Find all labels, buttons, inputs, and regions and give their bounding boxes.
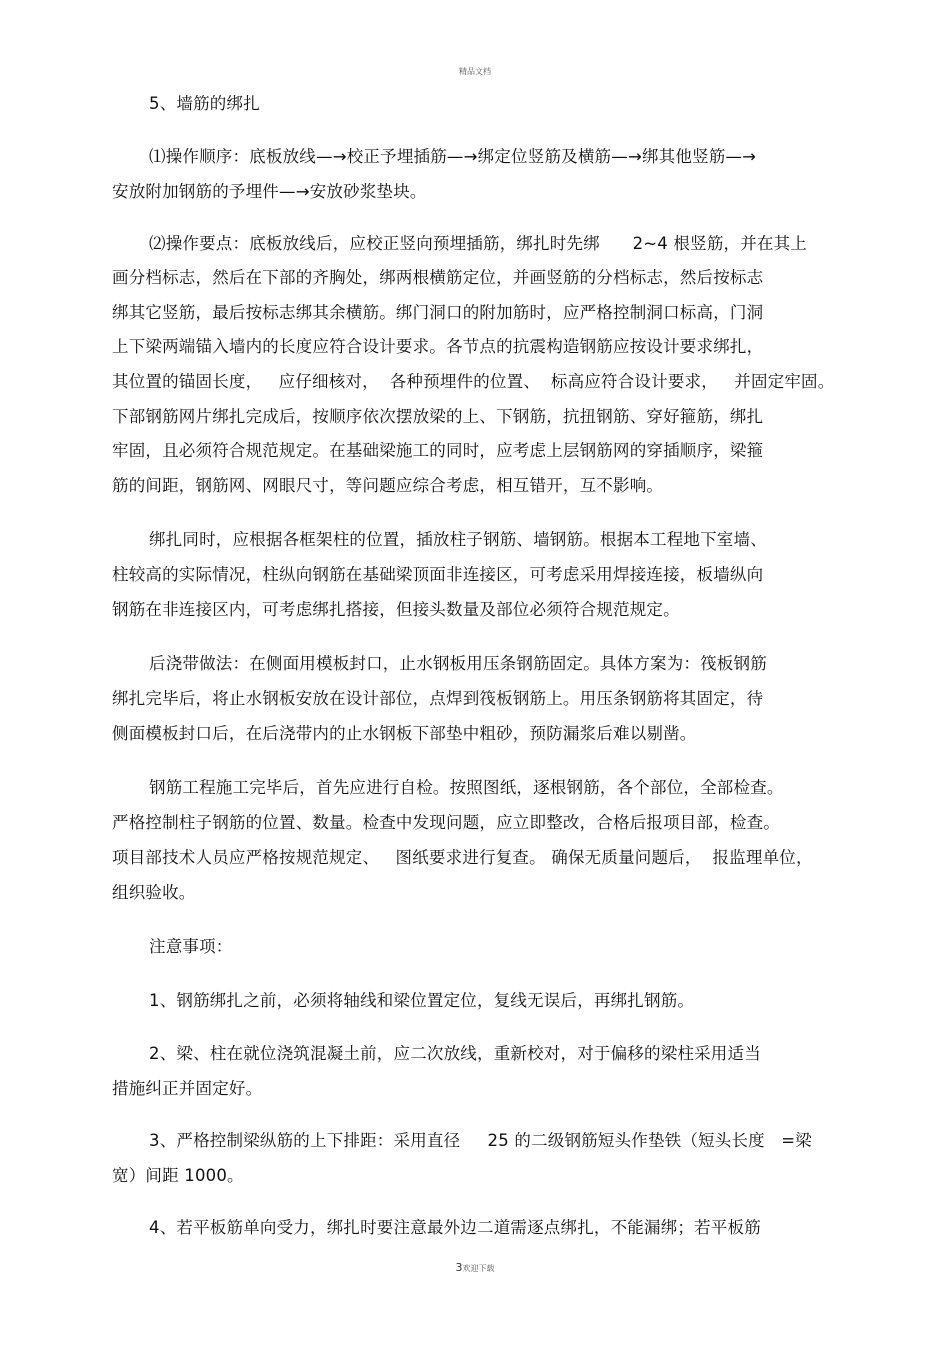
header-text: 精品文档: [459, 67, 491, 76]
text-line: 严格控制柱子钢筋的位置、数量。检查中发现问题，应立即整改，合格后报项目部，检查。: [112, 813, 780, 832]
text-line: 3、严格控制梁纵筋的上下排距：采用直径 25 的二级钢筋短头作垫铁（短头长度 =梁: [149, 1131, 812, 1150]
text-line: 其位置的锚固长度， 应仔细核对， 各种预埋件的位置、 标高应符合设计要求， 并固定牢固。: [112, 372, 835, 391]
text-line: 钢筋工程施工完毕后，首先应进行自检。按照图纸，逐根钢筋，各个部位，全部检查。: [149, 778, 784, 797]
text-line: 宽）间距 1000。: [112, 1166, 244, 1185]
footer-text: 欢迎下载: [462, 1264, 495, 1273]
text-line: 措施纠正并固定好。: [112, 1079, 263, 1098]
text-line: 项目部技术人员应严格按规范规定、 图纸要求进行复查。 确保无质量问题后， 报监理单位，: [112, 848, 813, 867]
text-line: 绑扎同时，应根据各框架柱的位置，插放柱子钢筋、墙钢筋。根据本工程地下室墙、: [149, 530, 767, 549]
text-line: ⑵操作要点：底板放线后，应校正竖向预埋插筋，绑扎时先绑 2~4 根竖筋，并在其上: [149, 234, 808, 253]
text-line: 2、梁、柱在就位浇筑混凝土前，应二次放线，重新校对，对于偏移的梁柱采用适当: [149, 1044, 761, 1063]
text-line: 后浇带做法：在侧面用模板封口，止水钢板用压条钢筋固定。具体方案为：筏板钢筋: [149, 654, 767, 673]
text-line: 画分档标志，然后在下部的齐胸处，绑两根横筋定位，并画竖筋的分档标志，然后按标志: [112, 268, 764, 287]
page-header: [0, 66, 950, 77]
text-line: 牢固，且必须符合规范规定。在基础梁施工的同时，应考虑上层钢筋网的穿插顺序，梁箍: [112, 441, 764, 460]
text-line: 4、若平板筋单向受力，绑扎时要注意最外边二道需逐点绑扎，不能漏绑；若平板筋: [149, 1218, 761, 1237]
text-line: ⑴操作顺序：底板放线—→校正予埋插筋—→绑定位竖筋及横筋—→绑其他竖筋—→: [149, 147, 757, 166]
text-line: 安放附加钢筋的予埋件—→安放砂浆垫块。: [112, 182, 427, 201]
page-footer: [0, 1261, 950, 1274]
text-line: 柱较高的实际情况，柱纵向钢筋在基础梁顶面非连接区，可考虑采用焊接连接，板墙纵向: [112, 565, 764, 584]
text-line: 侧面模板封口后，在后浇带内的止水钢板下部垫中粗砂，预防漏浆后难以剔凿。: [112, 724, 697, 743]
text-line: 钢筋在非连接区内，可考虑绑扎搭接，但接头数量及部位必须符合规范规定。: [112, 600, 680, 619]
page-number: 3: [455, 1261, 463, 1274]
text-line: 组织验收。: [112, 883, 196, 902]
text-line: 上下梁两端锚入墙内的长度应符合设计要求。各节点的抗震构造钢筋应按设计要求绑扎，: [112, 337, 764, 356]
text-line: 1、钢筋绑扎之前，必须将轴线和梁位置定位，复线无误后，再绑扎钢筋。: [149, 991, 695, 1010]
text-line: 下部钢筋网片绑扎完成后，按顺序依次摆放梁的上、下钢筋，抗扭钢筋、穿好箍筋，绑扎: [112, 407, 764, 426]
notes-heading: 注意事项：: [149, 937, 233, 956]
text-line: 绑其它竖筋，最后按标志绑其余横筋。绑门洞口的附加筋时，应严格控制洞口标高，门洞: [112, 303, 764, 322]
text-line: 绑扎完毕后，将止水钢板安放在设计部位，点焊到筏板钢筋上。用压条钢筋将其固定，待: [112, 689, 764, 708]
section-heading: 5、墙筋的绑扎: [149, 94, 260, 113]
text-line: 筋的间距，钢筋网、网眼尺寸，等问题应综合考虑，相互错开，互不影响。: [112, 476, 664, 495]
